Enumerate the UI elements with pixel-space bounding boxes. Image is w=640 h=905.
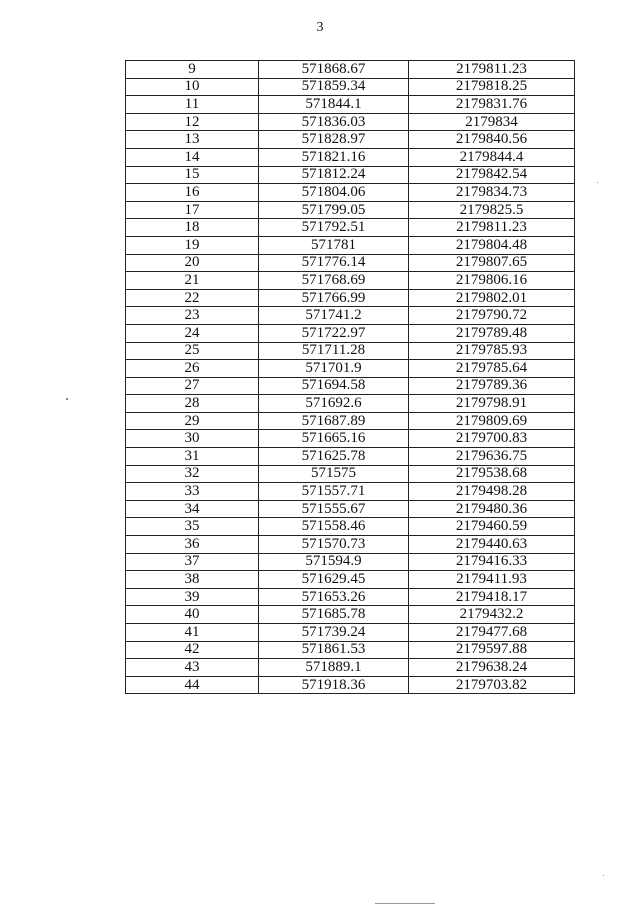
- table-row: [126, 166, 575, 184]
- y-coordinate-cell: 2179638.24: [409, 659, 575, 677]
- y-coordinate-cell: 2179785.93: [409, 342, 575, 360]
- x-coordinate-cell: 571575: [259, 465, 409, 483]
- x-coordinate-cell: 571629.45: [259, 571, 409, 589]
- x-coordinate-cell: 571861.53: [259, 641, 409, 659]
- point-number-cell: 35: [126, 518, 259, 536]
- x-coordinate-cell: 571859.34: [259, 78, 409, 96]
- table-row: [126, 377, 575, 395]
- point-number-cell: 36: [126, 536, 259, 554]
- x-coordinate-cell: 571739.24: [259, 624, 409, 642]
- x-coordinate-cell: 571653.26: [259, 588, 409, 606]
- table-row: [126, 236, 575, 254]
- y-coordinate-cell: 2179802.01: [409, 289, 575, 307]
- y-coordinate-cell: 2179818.25: [409, 78, 575, 96]
- y-coordinate-cell: 2179825.5: [409, 201, 575, 219]
- point-number-cell: 12: [126, 113, 259, 131]
- point-number-cell: 43: [126, 659, 259, 677]
- x-coordinate-cell: 571594.9: [259, 553, 409, 571]
- x-coordinate-cell: 571804.06: [259, 184, 409, 202]
- table-row: [126, 448, 575, 466]
- y-coordinate-cell: 2179806.16: [409, 272, 575, 290]
- table-row: [126, 500, 575, 518]
- y-coordinate-cell: 2179809.69: [409, 412, 575, 430]
- y-coordinate-cell: 2179804.48: [409, 236, 575, 254]
- point-number-cell: 44: [126, 676, 259, 694]
- x-coordinate-cell: 571687.89: [259, 412, 409, 430]
- point-number-cell: 38: [126, 571, 259, 589]
- x-coordinate-cell: 571821.16: [259, 148, 409, 166]
- table-row: [126, 518, 575, 536]
- point-number-cell: 37: [126, 553, 259, 571]
- point-number-cell: 26: [126, 360, 259, 378]
- point-number-cell: 16: [126, 184, 259, 202]
- x-coordinate-cell: 571766.99: [259, 289, 409, 307]
- table-row: [126, 588, 575, 606]
- y-coordinate-cell: 2179440.63: [409, 536, 575, 554]
- x-coordinate-cell: 571557.71: [259, 483, 409, 501]
- table-row: [126, 324, 575, 342]
- point-number-cell: 20: [126, 254, 259, 272]
- table-row: [126, 571, 575, 589]
- x-coordinate-cell: 571812.24: [259, 166, 409, 184]
- table-row: [126, 659, 575, 677]
- point-number-cell: 23: [126, 307, 259, 325]
- table-row: [126, 676, 575, 694]
- x-coordinate-cell: 571792.51: [259, 219, 409, 237]
- table-row: [126, 430, 575, 448]
- table-row: [126, 289, 575, 307]
- y-coordinate-cell: 2179785.64: [409, 360, 575, 378]
- table-row: [126, 272, 575, 290]
- x-coordinate-cell: 571558.46: [259, 518, 409, 536]
- x-coordinate-cell: 571570.73: [259, 536, 409, 554]
- point-number-cell: 10: [126, 78, 259, 96]
- x-coordinate-cell: 571836.03: [259, 113, 409, 131]
- scan-edge-mark: [375, 903, 435, 904]
- x-coordinate-cell: 571711.28: [259, 342, 409, 360]
- page-number: 3: [316, 20, 324, 35]
- y-coordinate-cell: 2179411.93: [409, 571, 575, 589]
- table-row: [126, 61, 575, 79]
- table-row: [126, 536, 575, 554]
- y-coordinate-cell: 2179789.36: [409, 377, 575, 395]
- point-number-cell: 21: [126, 272, 259, 290]
- y-coordinate-cell: 2179831.76: [409, 96, 575, 114]
- table-row: [126, 465, 575, 483]
- point-number-cell: 11: [126, 96, 259, 114]
- point-number-cell: 24: [126, 324, 259, 342]
- x-coordinate-cell: 571776.14: [259, 254, 409, 272]
- y-coordinate-cell: 2179798.91: [409, 395, 575, 413]
- y-coordinate-cell: 2179477.68: [409, 624, 575, 642]
- point-number-cell: 22: [126, 289, 259, 307]
- table-row: [126, 184, 575, 202]
- y-coordinate-cell: 2179842.54: [409, 166, 575, 184]
- coordinates-table: [125, 60, 575, 694]
- point-number-cell: 18: [126, 219, 259, 237]
- x-coordinate-cell: 571741.2: [259, 307, 409, 325]
- point-number-cell: 14: [126, 148, 259, 166]
- point-number-cell: 28: [126, 395, 259, 413]
- scan-speck: [597, 182, 598, 183]
- y-coordinate-cell: 2179480.36: [409, 500, 575, 518]
- point-number-cell: 33: [126, 483, 259, 501]
- y-coordinate-cell: 2179597.88: [409, 641, 575, 659]
- point-number-cell: 9: [126, 61, 259, 79]
- x-coordinate-cell: 571722.97: [259, 324, 409, 342]
- point-number-cell: 32: [126, 465, 259, 483]
- y-coordinate-cell: 2179790.72: [409, 307, 575, 325]
- point-number-cell: 17: [126, 201, 259, 219]
- point-number-cell: 19: [126, 236, 259, 254]
- table-row: [126, 641, 575, 659]
- table-row: [126, 606, 575, 624]
- scan-speck: [66, 398, 68, 400]
- table-row: [126, 624, 575, 642]
- table-row: [126, 131, 575, 149]
- table-row: [126, 553, 575, 571]
- x-coordinate-cell: 571768.69: [259, 272, 409, 290]
- y-coordinate-cell: 2179807.65: [409, 254, 575, 272]
- y-coordinate-cell: 2179498.28: [409, 483, 575, 501]
- x-coordinate-cell: 571868.67: [259, 61, 409, 79]
- point-number-cell: 29: [126, 412, 259, 430]
- point-number-cell: 40: [126, 606, 259, 624]
- point-number-cell: 15: [126, 166, 259, 184]
- y-coordinate-cell: 2179700.83: [409, 430, 575, 448]
- table-row: [126, 395, 575, 413]
- y-coordinate-cell: 2179789.48: [409, 324, 575, 342]
- x-coordinate-cell: 571828.97: [259, 131, 409, 149]
- table-row: [126, 254, 575, 272]
- y-coordinate-cell: 2179432.2: [409, 606, 575, 624]
- point-number-cell: 25: [126, 342, 259, 360]
- table-row: [126, 78, 575, 96]
- point-number-cell: 13: [126, 131, 259, 149]
- table-row: [126, 342, 575, 360]
- point-number-cell: 34: [126, 500, 259, 518]
- point-number-cell: 41: [126, 624, 259, 642]
- x-coordinate-cell: 571685.78: [259, 606, 409, 624]
- table-row: [126, 113, 575, 131]
- table-row: [126, 483, 575, 501]
- x-coordinate-cell: 571844.1: [259, 96, 409, 114]
- coordinates-table-body: [126, 61, 575, 694]
- y-coordinate-cell: 2179840.56: [409, 131, 575, 149]
- table-row: [126, 219, 575, 237]
- y-coordinate-cell: 2179834.73: [409, 184, 575, 202]
- y-coordinate-cell: 2179844.4: [409, 148, 575, 166]
- y-coordinate-cell: 2179460.59: [409, 518, 575, 536]
- point-number-cell: 39: [126, 588, 259, 606]
- x-coordinate-cell: 571694.58: [259, 377, 409, 395]
- x-coordinate-cell: 571781: [259, 236, 409, 254]
- table-row: [126, 307, 575, 325]
- x-coordinate-cell: 571692.6: [259, 395, 409, 413]
- y-coordinate-cell: 2179834: [409, 113, 575, 131]
- y-coordinate-cell: 2179703.82: [409, 676, 575, 694]
- y-coordinate-cell: 2179811.23: [409, 61, 575, 79]
- point-number-cell: 30: [126, 430, 259, 448]
- x-coordinate-cell: 571665.16: [259, 430, 409, 448]
- x-coordinate-cell: 571625.78: [259, 448, 409, 466]
- y-coordinate-cell: 2179636.75: [409, 448, 575, 466]
- point-number-cell: 27: [126, 377, 259, 395]
- x-coordinate-cell: 571555.67: [259, 500, 409, 518]
- scan-speck: [603, 875, 604, 876]
- table-row: [126, 201, 575, 219]
- table-row: [126, 148, 575, 166]
- x-coordinate-cell: 571799.05: [259, 201, 409, 219]
- point-number-cell: 42: [126, 641, 259, 659]
- table-row: [126, 96, 575, 114]
- point-number-cell: 31: [126, 448, 259, 466]
- y-coordinate-cell: 2179418.17: [409, 588, 575, 606]
- y-coordinate-cell: 2179416.33: [409, 553, 575, 571]
- y-coordinate-cell: 2179538.68: [409, 465, 575, 483]
- table-row: [126, 412, 575, 430]
- x-coordinate-cell: 571701.9: [259, 360, 409, 378]
- table-row: [126, 360, 575, 378]
- x-coordinate-cell: 571918.36: [259, 676, 409, 694]
- y-coordinate-cell: 2179811.23: [409, 219, 575, 237]
- x-coordinate-cell: 571889.1: [259, 659, 409, 677]
